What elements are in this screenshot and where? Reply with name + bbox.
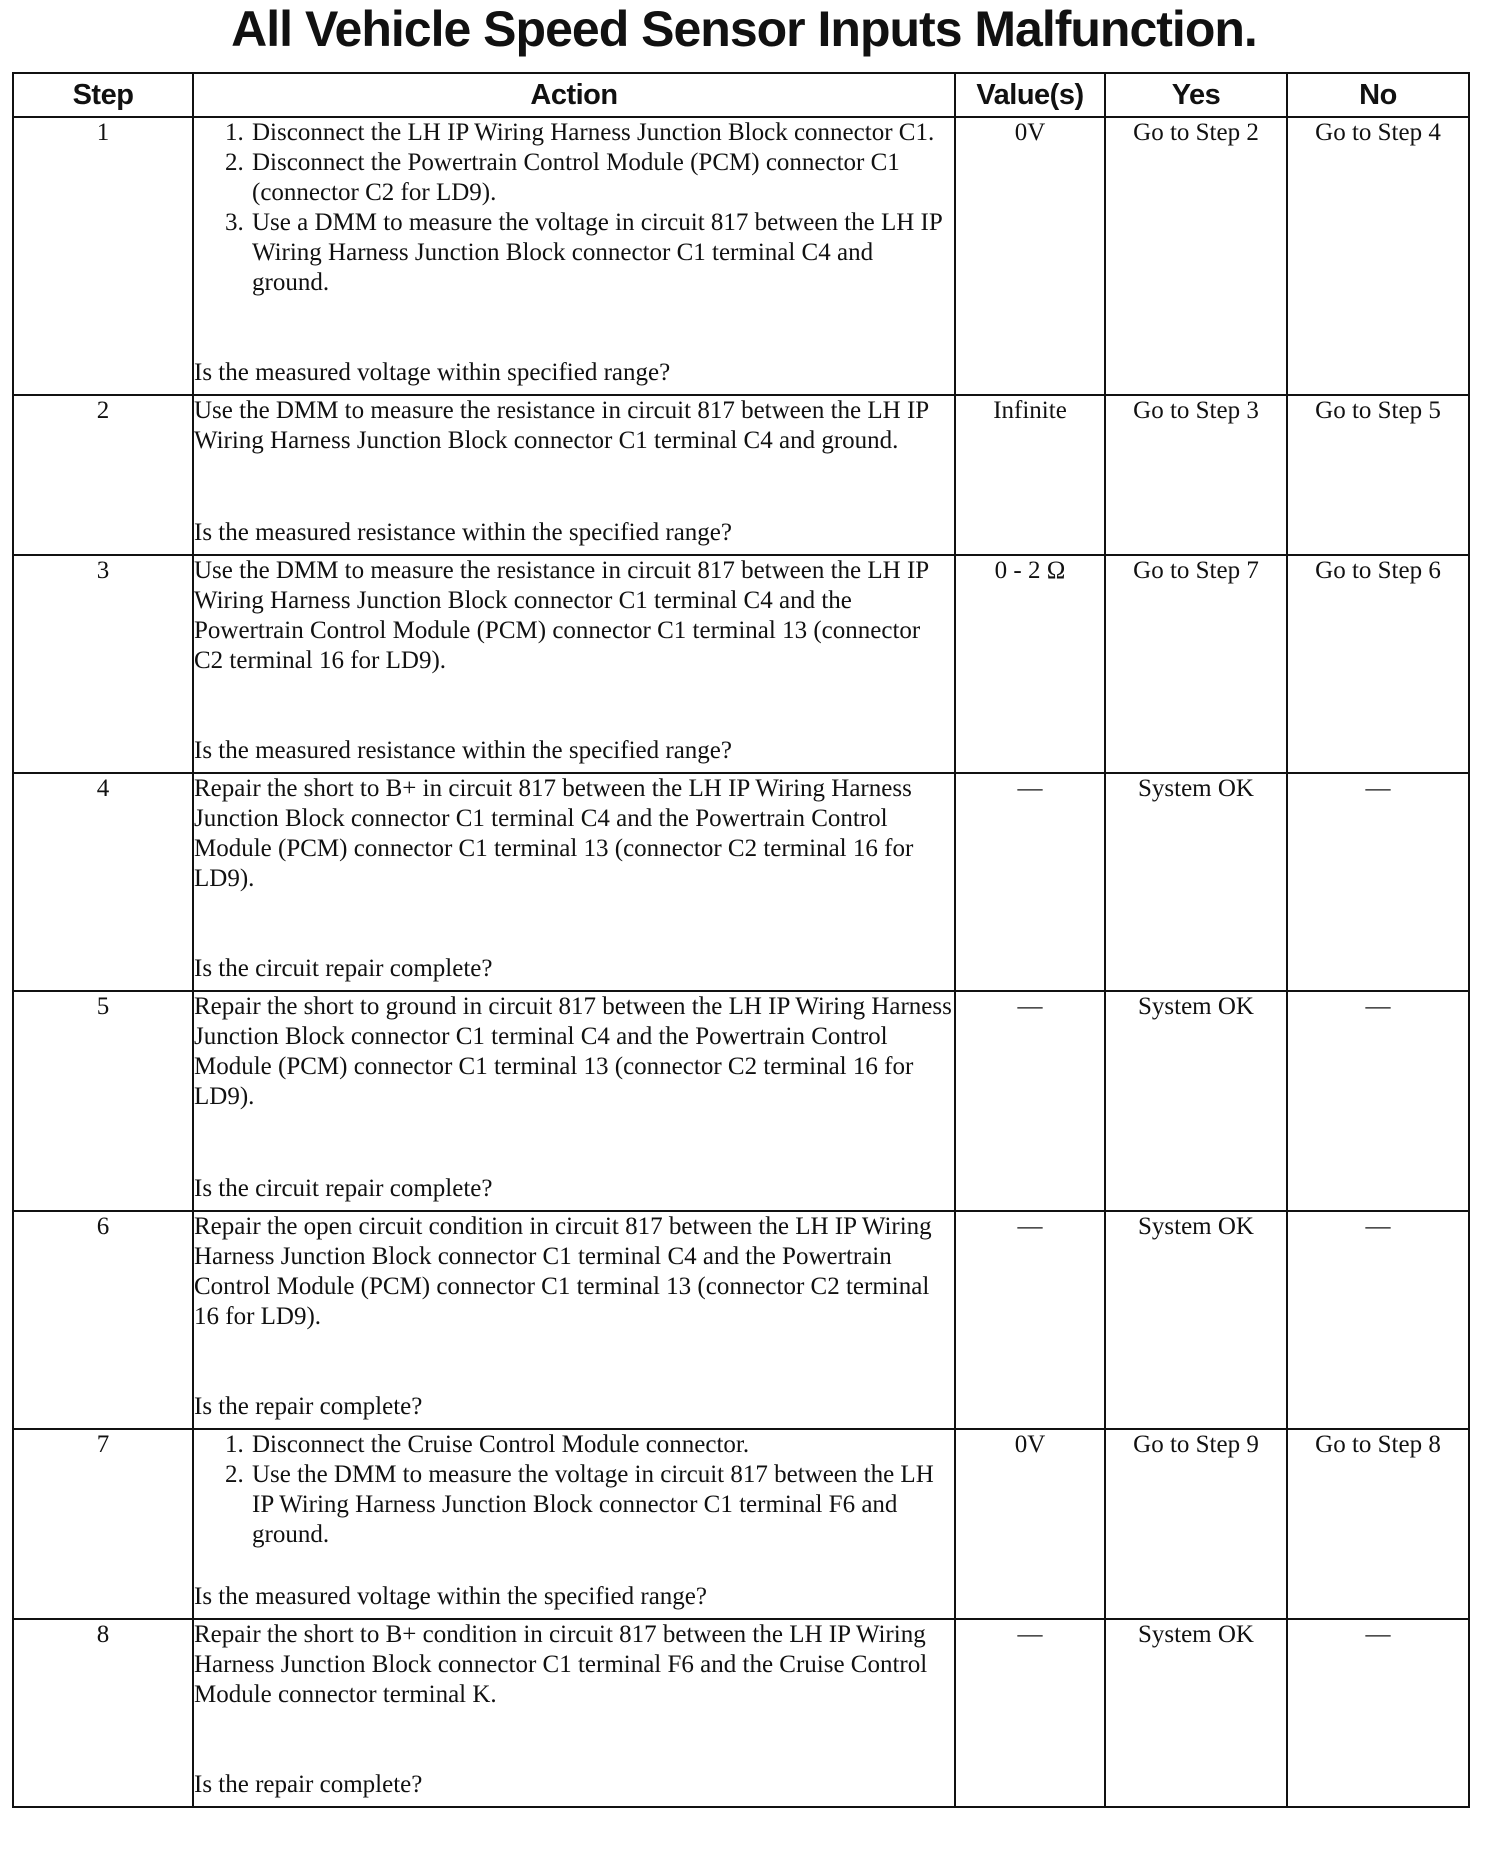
step-number: 3 (13, 555, 193, 773)
table-row (13, 1211, 1469, 1429)
action-cell (193, 555, 955, 773)
yes-cell: System OK (1105, 991, 1287, 1211)
no-cell: Go to Step 4 (1287, 117, 1469, 395)
action-cell (193, 1211, 955, 1429)
action-cell (193, 991, 955, 1211)
action-step-item: 1. Disconnect the Cruise Control Module connector. (250, 1430, 954, 1460)
action-cell (193, 1429, 955, 1619)
no-cell: — (1287, 773, 1469, 991)
action-text: Repair the short to B+ in circuit 817 between the LH IP Wiring Harness Junction Block connector C1 terminal C4 and the Powertrain Control Module (PCM) connector C1 terminal 13 (connector C2 terminal 16 for LD9). (194, 775, 914, 892)
diagnostic-table (12, 72, 1470, 1808)
step-number: 8 (13, 1619, 193, 1807)
action-text: Repair the open circuit condition in circuit 817 between the LH IP Wiring Harness Junction Block connector C1 terminal C4 and the Powertrain Control Module (PCM) connector C1 terminal 13 (connector C2 terminal 16 for LD9). (194, 1213, 932, 1330)
no-cell: Go to Step 8 (1287, 1429, 1469, 1619)
header-action: Action (193, 73, 955, 117)
action-text: Use the DMM to measure the resistance in circuit 817 between the LH IP Wiring Harness Junction Block connector C1 terminal C4 and ground. (194, 397, 929, 454)
table-row (13, 991, 1469, 1211)
no-cell: — (1287, 1619, 1469, 1807)
action-question: Is the repair complete? (194, 1771, 423, 1798)
action-question: Is the measured voltage within specified range? (194, 359, 671, 386)
action-step-list (194, 118, 954, 298)
header-yes: Yes (1105, 73, 1287, 117)
step-number: 1 (13, 117, 193, 395)
value-cell: — (955, 773, 1105, 991)
table-row (13, 555, 1469, 773)
page-title: All Vehicle Speed Sensor Inputs Malfunction. (231, 1, 1257, 57)
value-cell: — (955, 991, 1105, 1211)
action-step-item: 1. Disconnect the LH IP Wiring Harness Junction Block connector C1. (250, 118, 954, 148)
action-question: Is the measured resistance within the specified range? (194, 737, 732, 764)
action-question: Is the circuit repair complete? (194, 1175, 493, 1202)
yes-cell: Go to Step 9 (1105, 1429, 1287, 1619)
action-text: Use the DMM to measure the resistance in circuit 817 between the LH IP Wiring Harness Junction Block connector C1 terminal C4 and the Powertrain Control Module (PCM) connector C1 terminal 13 (connector C2 terminal 16 for LD9). (194, 557, 929, 674)
table-row (13, 1619, 1469, 1807)
yes-cell: Go to Step 7 (1105, 555, 1287, 773)
table-row (13, 117, 1469, 395)
header-step: Step (13, 73, 193, 117)
action-question: Is the measured voltage within the specified range? (194, 1583, 708, 1610)
value-cell: — (955, 1211, 1105, 1429)
step-number: 4 (13, 773, 193, 991)
action-cell (193, 395, 955, 555)
action-cell (193, 117, 955, 395)
yes-cell: System OK (1105, 773, 1287, 991)
step-number: 5 (13, 991, 193, 1211)
step-number: 7 (13, 1429, 193, 1619)
step-number: 2 (13, 395, 193, 555)
table-row (13, 773, 1469, 991)
action-question: Is the repair complete? (194, 1393, 423, 1420)
value-cell: 0 - 2 Ω (955, 555, 1105, 773)
value-cell: 0V (955, 1429, 1105, 1619)
action-text: Repair the short to B+ condition in circuit 817 between the LH IP Wiring Harness Junction Block connector C1 terminal F6 and the Cruise Control Module connector terminal K. (194, 1621, 928, 1708)
action-cell (193, 1619, 955, 1807)
header-no: No (1287, 73, 1469, 117)
table-row (13, 1429, 1469, 1619)
value-cell: 0V (955, 117, 1105, 395)
action-step-item: 3. Use a DMM to measure the voltage in circuit 817 between the LH IP Wiring Harness Junction Block connector C1 terminal C4 and ground. (250, 208, 954, 298)
action-step-item: 2. Use the DMM to measure the voltage in circuit 817 between the LH IP Wiring Harness Junction Block connector C1 terminal F6 and ground. (250, 1460, 954, 1550)
yes-cell: System OK (1105, 1619, 1287, 1807)
table-header-row (13, 73, 1469, 117)
action-question: Is the circuit repair complete? (194, 955, 493, 982)
yes-cell: System OK (1105, 1211, 1287, 1429)
no-cell: Go to Step 6 (1287, 555, 1469, 773)
table-row (13, 395, 1469, 555)
no-cell: — (1287, 991, 1469, 1211)
value-cell: — (955, 1619, 1105, 1807)
yes-cell: Go to Step 2 (1105, 117, 1287, 395)
no-cell: Go to Step 5 (1287, 395, 1469, 555)
yes-cell: Go to Step 3 (1105, 395, 1287, 555)
action-cell (193, 773, 955, 991)
action-step-item: 2. Disconnect the Powertrain Control Module (PCM) connector C1 (connector C2 for LD9). (250, 148, 954, 208)
step-number: 6 (13, 1211, 193, 1429)
action-step-list (194, 1430, 954, 1550)
action-question: Is the measured resistance within the specified range? (194, 519, 732, 546)
value-cell: Infinite (955, 395, 1105, 555)
action-text: Repair the short to ground in circuit 817 between the LH IP Wiring Harness Junction Block connector C1 terminal C4 and the Powertrain Control Module (PCM) connector C1 terminal 13 (connector C2 terminal 16 for LD9). (194, 993, 952, 1110)
no-cell: — (1287, 1211, 1469, 1429)
header-values: Value(s) (955, 73, 1105, 117)
